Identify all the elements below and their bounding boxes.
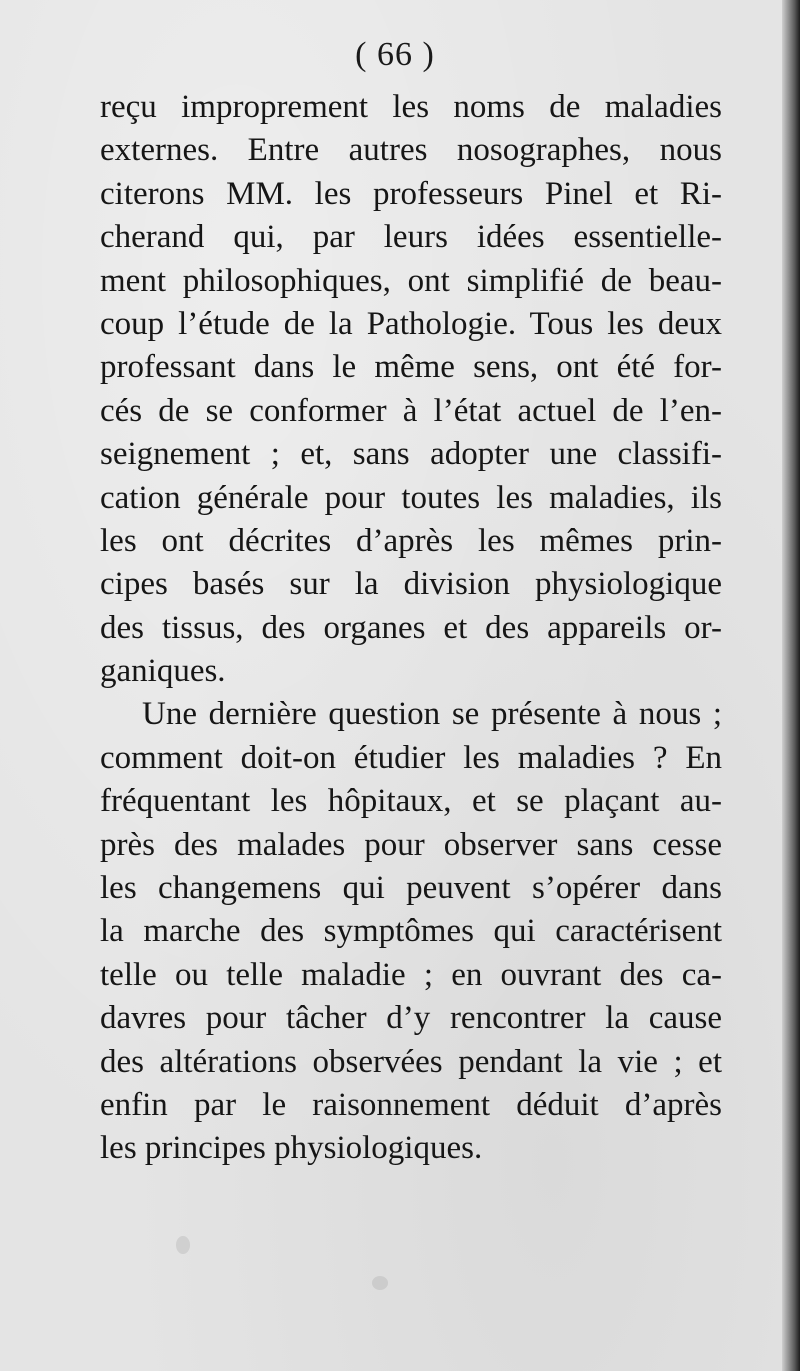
text-line: coup l’étude de la Pathologie. Tous les deux xyxy=(100,305,722,342)
text-line: cipes basés sur la division physiologique xyxy=(100,566,722,603)
text-line: les ont décrites d’après les mêmes prin- xyxy=(100,522,722,559)
text-line: seignement ; et, sans adopter une classifi- xyxy=(100,436,722,473)
text-line: les principes physiologiques. xyxy=(100,1130,483,1167)
text-line: reçu improprement les noms de maladies xyxy=(100,89,722,125)
text-line: Une dernière question se présente à nous ; xyxy=(142,696,722,733)
text-line: cés de se conformer à l’état actuel de l’en- xyxy=(100,392,722,429)
text-line: davres pour tâcher d’y rencontrer la cause xyxy=(100,1000,722,1037)
text-line: ganiques. xyxy=(100,653,226,690)
text-line: cherand qui, par leurs idées essentielle- xyxy=(100,219,722,256)
paper-smudge xyxy=(372,1276,388,1290)
page-number-header: ( 66 ) xyxy=(355,36,435,73)
paragraph-1 xyxy=(100,86,722,693)
text-line: telle ou telle maladie ; en ouvrant des ca- xyxy=(100,956,722,993)
text-line: fréquentant les hôpitaux, et se plaçant au- xyxy=(100,783,722,820)
text-line: des tissus, des organes et des appareils or- xyxy=(100,609,722,646)
body-text xyxy=(100,86,722,1171)
text-line: près des malades pour observer sans cesse xyxy=(100,826,722,863)
paper-smudge xyxy=(176,1236,190,1254)
text-line: la marche des symptômes qui caractérisent xyxy=(100,913,722,950)
page-edge-shadow xyxy=(782,0,800,1371)
text-line: professant dans le même sens, ont été for- xyxy=(100,349,722,386)
text-line: ment philosophiques, ont simplifié de beau- xyxy=(100,262,722,299)
text-line: cation générale pour toutes les maladies, ils xyxy=(100,479,722,516)
text-line: citerons MM. les professeurs Pinel et Ri- xyxy=(100,175,722,212)
text-line: comment doit-on étudier les maladies ? En xyxy=(100,739,722,776)
text-line: des altérations observées pendant la vie ; et xyxy=(100,1043,722,1080)
paragraph-2 xyxy=(100,693,722,1170)
text-line: enfin par le raisonnement déduit d’après xyxy=(100,1086,722,1123)
text-line: externes. Entre autres nosographes, nous xyxy=(100,132,722,169)
text-line: les changemens qui peuvent s’opérer dans xyxy=(100,870,722,907)
